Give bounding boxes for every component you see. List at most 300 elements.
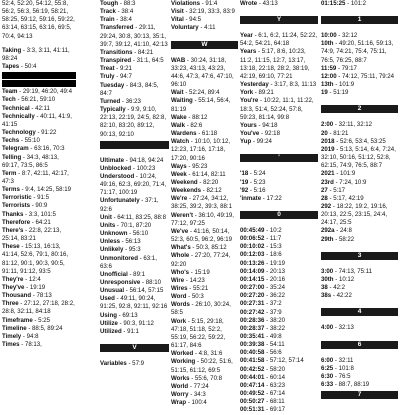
spacer [240, 146, 318, 152]
index-term: 2019 [321, 145, 335, 153]
index-entry [240, 317, 318, 325]
index-references: - 95:3 [123, 246, 141, 254]
index-term: Wardens [171, 130, 197, 138]
index-term: Using [100, 311, 117, 319]
index-entry [321, 357, 398, 365]
index-entry [240, 398, 318, 406]
index-entry [321, 373, 398, 381]
index-references: - 94:8 [21, 332, 39, 340]
index-references: - 10:22, 11:1, 11:22, 18:3, 51:4, 52:24, 57:8, 59:23, 81:14, 99:8 [240, 97, 314, 121]
index-term: 00:27:00 [240, 284, 265, 292]
index-term: Timely [2, 332, 22, 340]
index-entry [321, 40, 398, 64]
index-letter-header: 2 [321, 105, 398, 113]
index-entry [171, 163, 238, 171]
index-entry [171, 122, 238, 130]
index-references: - 37:2 [264, 300, 282, 308]
index-column-3 [171, 0, 238, 407]
spacer [321, 300, 398, 306]
index-entry [171, 244, 238, 252]
index-term: 23rd [321, 178, 334, 186]
index-references: - 30:24, 31:18, 33:23, 43:13, 43:23, 44:6, 47:3, 47:6, 47:10, 96:10 [171, 56, 234, 89]
index-entry [171, 391, 238, 399]
index-term: Words [171, 301, 190, 309]
index-term: Thousand [2, 292, 32, 300]
index-entry [321, 89, 398, 97]
index-references: - 51:19 [327, 89, 349, 97]
index-entry [240, 284, 318, 292]
index-references: - 10:10, 10:12, 12:23, 17:16, 17:18, 17:20, 90:16 [171, 138, 231, 162]
index-term: Turned [100, 97, 121, 105]
index-references: - 63:1, 63:6 [100, 254, 157, 270]
index-term: Wake [171, 113, 187, 121]
index-term: 38 [321, 284, 328, 292]
index-entry [321, 0, 398, 8]
index-references: - 6:1, 6:2, 11:24, 52:22, 54:2, 54:21, 64:18 [240, 32, 318, 48]
index-term: Year [240, 32, 253, 40]
index-term: 4:00 [321, 324, 334, 332]
index-references: - 38:4 [115, 8, 134, 16]
index-references: - 5:16 [248, 186, 266, 194]
index-references: - 52:24, 89:4 [183, 89, 220, 97]
index-term: Telegram [2, 145, 29, 153]
index-references: - 50:22, 51:6, 51:15, 61:12, 69:5 [171, 358, 233, 374]
index-entry [240, 122, 318, 130]
index-references: - 38:4 [114, 16, 132, 24]
index-references: - 58:20 [264, 365, 286, 373]
index-term: Train [100, 16, 115, 24]
index-references: - 82:20 [197, 178, 219, 186]
index-term: 13th [321, 81, 334, 89]
index-references: - 18:6 [264, 251, 282, 259]
index-entry [100, 214, 169, 222]
index-entry [100, 246, 169, 254]
index-entry [240, 374, 318, 382]
index-term: Typically [100, 106, 126, 114]
index-entry [2, 219, 76, 227]
index-entry [240, 0, 318, 8]
index-references: - 29:19, 46:20, 49:4 [17, 88, 73, 96]
index-entry [240, 292, 318, 300]
index-references: - 7:24, 10:9 [333, 178, 367, 186]
index-entry [171, 24, 238, 32]
index-term: Unit [100, 213, 112, 221]
index-term: 6:25 [321, 364, 334, 372]
index-term: Works [171, 374, 190, 382]
index-references: - 3:3, 101:5 [23, 210, 56, 218]
index-term: Unless [100, 238, 120, 246]
index-entry [321, 179, 398, 187]
index-entry [2, 105, 76, 113]
index-term: There's [2, 226, 24, 234]
index-references: - 82:6 [185, 121, 203, 129]
index-references: - 88:3 [118, 0, 136, 7]
index-entry [240, 89, 318, 97]
index-references: - 55:10 [19, 137, 40, 145]
index-entry [321, 187, 398, 195]
index-entry [171, 179, 238, 187]
index-references: - 64:21 [30, 218, 51, 226]
index-entry [321, 227, 398, 235]
index-term: 00:27:20 [240, 292, 265, 300]
index-entry [171, 212, 238, 228]
index-references: - 38:22 [264, 324, 286, 332]
index-entry [240, 276, 318, 284]
index-references: - 57:9 [126, 360, 145, 368]
index-term: Yours [240, 121, 257, 129]
index-term: 00:12:03 [240, 251, 265, 259]
index-term: 00:45:49 [240, 226, 265, 234]
index-entry [171, 114, 238, 122]
index-entry [100, 287, 169, 295]
index-term: Weren't [171, 211, 193, 219]
index-references: - 84:21 [132, 48, 154, 56]
index-entry [240, 195, 318, 203]
index-term: Who's [171, 268, 190, 276]
index-term: 30th [321, 275, 334, 283]
index-references: - 99:24 [251, 138, 272, 146]
index-references: - 88:5, 89:24 [26, 324, 63, 332]
index-references: - 49:20, 51:16, 59:13, 74:9, 74:21, 75:4, 75:11, 76:5, 76:25, 88:7 [321, 40, 394, 64]
index-term: Watch [171, 138, 190, 146]
index-references: - 60:14 [264, 373, 286, 381]
index-letter-header: 0 [240, 211, 318, 219]
index-entry [240, 187, 318, 195]
index-term: Working [171, 358, 196, 366]
index-entry [100, 222, 169, 230]
index-references: - 50:3, 85:12 [190, 244, 227, 252]
index-entry [321, 236, 398, 244]
index-references: - 32:19, 33:3, 83:9 [183, 8, 235, 16]
index-term: 00:47:14 [240, 381, 265, 389]
index-entry [100, 24, 169, 48]
index-references: - 94:18 [256, 121, 278, 129]
index-entry [171, 293, 238, 301]
index-references: - 35:24 [264, 284, 286, 292]
index-term: 292a [321, 227, 335, 235]
index-term: Techs [2, 137, 20, 145]
index-letter-header: 3 [321, 252, 398, 260]
index-references: - 36:10, 49:19, 77:12, 97:25 [171, 211, 234, 227]
index-term: Wait [171, 89, 184, 97]
index-entry [100, 238, 169, 246]
index-references: - 54:11 [264, 341, 285, 349]
index-term: 2021 [321, 170, 335, 178]
index-entry [171, 399, 238, 407]
index-entry [321, 284, 398, 292]
index-term: They're [2, 275, 24, 283]
index-entry [2, 88, 76, 96]
index-term: Tuesday [100, 81, 125, 89]
index-references: - 15:3 [264, 243, 282, 251]
index-entry [321, 268, 398, 276]
index-references: - 32:12 [336, 32, 358, 40]
index-term: Thanks [2, 210, 24, 218]
index-entry [240, 48, 318, 81]
index-term: Ultimate [100, 156, 125, 164]
index-references: - 88:12 [186, 113, 208, 121]
index-term: 00:13:26 [240, 259, 265, 267]
index-references: - 100:4 [186, 399, 207, 407]
index-entry [171, 301, 238, 317]
index-entry [171, 318, 238, 351]
index-term: 00:14:09 [240, 267, 265, 275]
index-references: - 82:12 [201, 187, 222, 195]
index-references: - 91:5 [31, 194, 49, 202]
index-entry [171, 16, 238, 24]
index-references: - 94:7 [114, 73, 132, 81]
index-term: '92 [240, 186, 249, 194]
index-letter-header: Y [240, 16, 318, 24]
index-entry [321, 195, 398, 203]
index-entry [171, 285, 238, 293]
index-term: Yesterday [240, 81, 269, 89]
index-references: - 90:3, 91:12 [117, 319, 154, 327]
index-references: - 42:2 [327, 284, 346, 292]
index-term: Track [100, 8, 116, 16]
index-term: 2018 [321, 137, 335, 145]
index-entry [171, 350, 238, 358]
index-entry [2, 186, 76, 194]
index-entry [240, 130, 318, 138]
index-entry [2, 317, 76, 325]
index-entry [240, 300, 318, 308]
index-references: - 38:20 [264, 316, 286, 324]
index-term: 19 [321, 89, 328, 97]
index-entry [100, 320, 169, 328]
index-entry [240, 260, 318, 268]
index-term: Week [171, 170, 187, 178]
index-references: - 52:6, 53:4, 53:25 [334, 137, 386, 145]
index-references: - 76:5 [333, 372, 351, 380]
index-entry [171, 383, 238, 391]
index-references: - 78:13, [19, 341, 42, 349]
index-references: - 40:11, 41:9, 41:15 [2, 112, 72, 128]
index-entry [240, 81, 318, 89]
index-entry [2, 276, 76, 284]
index-references: - 57:12, 57:14 [264, 357, 304, 365]
index-references: - 27:20, 77:24, 92:20 [171, 252, 231, 268]
index-entry [321, 73, 398, 81]
index-references: - 88:10 [140, 279, 161, 286]
index-term: Times [2, 341, 20, 349]
index-term: 'inmate [240, 194, 262, 202]
index-term: 6:33 [321, 381, 334, 388]
index-term: These [2, 243, 20, 251]
index-references: - 50:3 [186, 293, 204, 301]
index-entry [240, 325, 318, 333]
index-term: They've [2, 284, 25, 291]
index-references: - 77:24 [188, 382, 209, 390]
index-term: 00:06:52 [240, 235, 265, 243]
index-term: '19 [240, 178, 249, 186]
index-entry [240, 138, 318, 146]
index-term: Visit [171, 8, 184, 16]
index-term: 00:51:31 [240, 406, 265, 414]
index-entry [321, 203, 398, 227]
index-references: 52:4, 52:20, 54:12, 55:8, 56:2, 56:3, 56:19, 58:21, 58:25, 59:12, 59:16, 59:22, 63:14, 63:15, 63:16, 69:5, 70:4, 94:13 [2, 0, 75, 40]
index-term: Variables [100, 360, 127, 368]
index-references: - 10:2 [264, 226, 282, 234]
index-term: World [171, 382, 189, 390]
index-entry [240, 333, 318, 341]
index-term: Timeline [2, 324, 27, 332]
index-term: We've [171, 227, 189, 235]
index-term: Unofficial [100, 270, 128, 278]
index-term: 28 [321, 194, 328, 202]
index-term: Whole [171, 252, 190, 260]
index-term: 12:00 [321, 72, 337, 80]
index-references: - 17:22 [261, 194, 282, 202]
index-entry [321, 65, 398, 73]
index-references: - 55:6, 70:8 [189, 374, 223, 382]
index-entry [100, 73, 169, 81]
index-entry [171, 0, 238, 8]
index-term: We're [171, 195, 188, 203]
index-entry [321, 138, 398, 146]
index-entry [100, 49, 169, 57]
index-term: Three [2, 300, 19, 308]
index-references: - 22:8, 22:13, 25:14, 83:21 [2, 226, 62, 243]
index-term: 27 [321, 186, 328, 194]
index-entry [2, 154, 76, 170]
index-references: - 5:25 [32, 316, 50, 324]
index-references: - 19:19 [264, 259, 286, 267]
index-entry [100, 82, 169, 98]
index-references: - 92:18 [259, 130, 280, 138]
index-references: - 101:2 [345, 0, 367, 7]
index-term: 10:00 [321, 32, 337, 40]
index-entry [240, 97, 318, 121]
index-references: - 32:13 [333, 324, 354, 332]
index-term: Truly [100, 73, 115, 81]
index-references: - 101:8 [333, 364, 354, 372]
index-term: Worry [171, 391, 189, 399]
index-column-5 [321, 0, 398, 400]
index-term: 00:28:36 [240, 316, 265, 324]
index-references: - 91:1 [121, 327, 139, 335]
index-references: - 20:13 [264, 267, 286, 275]
index-entry [2, 63, 76, 71]
index-entry [100, 157, 169, 165]
index-entry [321, 81, 398, 89]
index-term: Utilize [100, 319, 118, 327]
index-references: - 18:22, 19:2, 19:16, 20:13, 22:5, 23:15, 24:4, 24:17, 25:5 [321, 202, 388, 227]
index-references: - 27:12, 27:18, 28:2, 28:8, 32:11, 84:18 [2, 300, 75, 316]
index-term: Utilized [100, 327, 122, 335]
spacer [321, 97, 398, 103]
index-letter-header: W [171, 41, 238, 49]
index-entry [2, 211, 76, 219]
index-references: - 5:23 [248, 178, 266, 186]
index-term: '18 [240, 170, 249, 178]
index-entry [171, 228, 238, 244]
index-references: - 64:11, 83:25, 88:8 [111, 213, 166, 221]
index-entry [171, 277, 238, 285]
index-entry [321, 32, 398, 40]
index-term: Wires [171, 285, 188, 292]
index-references: - 15:19 [189, 268, 210, 276]
index-entry [100, 295, 169, 311]
index-term: Unmonitored [100, 254, 138, 262]
index-entry [2, 194, 76, 202]
index-entry [2, 202, 76, 210]
index-term: 00:28:37 [240, 324, 265, 332]
index-letter-header: 1 [321, 16, 398, 24]
index-entry [240, 390, 318, 398]
index-entry [2, 227, 76, 243]
index-entry [240, 235, 318, 243]
index-term: 10th [321, 40, 334, 48]
index-references: - 5:13, 5:14, 6:4, 7:24, 32:10, 50:16, 51:12, 52:8, 62:15, 74:9, 76:5, 88:7 [321, 145, 396, 170]
index-term: 00:35:41 [240, 333, 265, 340]
index-term: Understood [100, 172, 135, 180]
index-term: Used [100, 295, 115, 303]
index-letter-header: 7 [321, 391, 398, 399]
index-entry [240, 243, 318, 251]
index-term: WAB [171, 56, 186, 64]
index-term: Technology [2, 129, 36, 137]
index-references: - 27:24, 34:12, 38:25, 39:2, 39:3, 88:1 [171, 195, 232, 211]
index-entry [171, 138, 238, 162]
index-references: - 14:23 [184, 276, 205, 284]
index-term: 2:00 [321, 121, 334, 129]
index-entry [321, 170, 398, 178]
spacer [321, 8, 398, 14]
index-entry [321, 365, 398, 373]
redacted-entry [2, 72, 76, 79]
index-entry [100, 230, 169, 238]
index-term: 20 [321, 129, 328, 137]
index-references: - 95:23 [186, 162, 208, 170]
index-references: - 84:3, 84:5, 84:7 [100, 81, 159, 97]
index-references: - 9:21 [114, 65, 132, 73]
index-entry [100, 197, 169, 213]
index-column-4 [240, 0, 318, 414]
index-entry [240, 268, 318, 276]
index-references: - 5:17 [327, 186, 346, 194]
index-references: - 4:8, 31:6 [193, 350, 223, 358]
spacer [321, 244, 398, 250]
index-term: Unusual [100, 287, 125, 295]
index-term: Years [240, 48, 257, 56]
index-entry [2, 96, 76, 104]
index-entry [100, 16, 169, 24]
index-references: - 24:8 [334, 227, 352, 235]
index-references: - 56:21, 59:10 [15, 96, 56, 104]
index-references: - 9:9, 9:10, 22:13, 22:19, 24:5, 82:8, 82:10, 83:20, 89:12, 90:13, 92:10 [100, 106, 167, 138]
index-term: Wrote [240, 0, 258, 7]
index-references: - 19:19 [24, 284, 46, 291]
index-entry [321, 292, 398, 300]
index-references: - 43:13 [257, 0, 278, 7]
index-term: Yup [240, 138, 252, 146]
index-entry [2, 137, 76, 145]
index-entry [321, 324, 398, 332]
index-letter-header: 6 [321, 341, 398, 349]
index-references: - 81:21 [327, 129, 349, 137]
index-entry [240, 349, 318, 357]
index-references: - 55:21 [187, 285, 209, 292]
index-term: York [240, 89, 254, 97]
index-entry [100, 271, 169, 279]
index-references: - 8:7, 42:11, 42:17, 47:3 [2, 169, 69, 185]
index-references: - 63:23 [264, 381, 286, 389]
index-references: - 37:1, 92:6 [100, 197, 159, 213]
index-term: Transitions [100, 48, 133, 56]
index-entry [100, 255, 169, 271]
index-entry [171, 269, 238, 277]
